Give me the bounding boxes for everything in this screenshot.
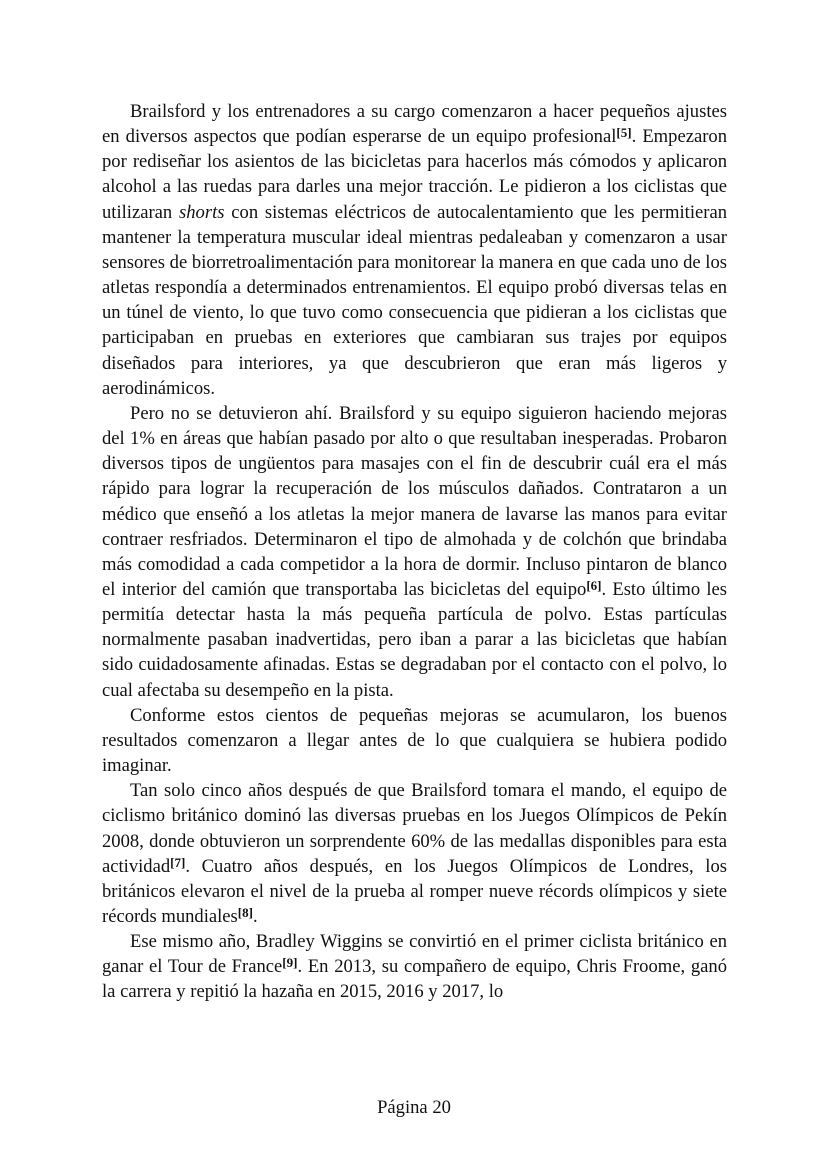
paragraph-text: Brailsford y los entrenadores a su cargo comenzaron a hacer pequeños ajustes en diversos aspectos que podían esperarse de un equipo profesional — [102, 101, 727, 148]
paragraph-2 — [102, 401, 727, 703]
footnote-ref-8[interactable]: [8] — [237, 905, 253, 920]
footnote-ref-5[interactable]: [5] — [616, 125, 632, 141]
paragraph-5 — [102, 929, 727, 1004]
paragraph-text: Conforme estos cientos de pequeñas mejoras se acumularon, los buenos resultados comenzaron a llegar antes de lo que cualquiera se hubiera podido imaginar. — [102, 704, 727, 777]
paragraph-text: . Empezaron por rediseñar los asientos de las bicicletas para hacerlos más cómodos y aplicaron alcohol a las ruedas para darles una mejor tracción. Le pidieron a los ciclistas que utilizaran — [102, 126, 727, 223]
paragraph-text: . En 2013, su compañero de equipo, Chris Froome, ganó la carrera y repitió la hazaña en 2015, 2016 y 2017, lo — [102, 956, 728, 1003]
footnote-ref-7[interactable]: [7] — [170, 854, 186, 870]
body-text — [102, 99, 727, 1005]
paragraph-text: Ese mismo año, Bradley Wiggins se convirtió en el primer ciclista británico en ganar el Tour de France — [102, 931, 727, 978]
paragraph-text: . — [252, 906, 258, 927]
footnote-ref-9[interactable]: [9] — [282, 955, 298, 971]
paragraph-text: . Esto último les permitía detectar hasta la más pequeña partícula de polvo. Estas partículas normalmente pasaban inadvertidas, pero iban a parar a las bicicletas que habían sido cuidadosamente afinadas. Estas se degradaban por el contacto con el polvo, lo cual afectaba su desempeño en la pista. — [102, 578, 727, 701]
paragraph-4 — [102, 778, 727, 929]
footnote-ref-6[interactable]: [6] — [586, 577, 602, 593]
paragraph-text: con sistemas eléctricos de autocalentamiento que les permitieran mantener la temperatura muscular ideal mientras pedaleaban y comenzaron a usar sensores de biorretroalimentación para monitorear la manera en que cada uno de los atletas respondía a determinados entrenamientos. El equipo probó diversas telas en un túnel de viento, lo que tuvo como consecuencia que pidieran a los ciclistas que participaban en pruebas en exteriores que cambiaran sus trajes por equipos diseñados para interiores, ya que descubrieron que eran más ligeros y aerodinámicos. — [102, 201, 727, 399]
emphasis-text: shorts — [179, 201, 225, 223]
paragraph-3 — [102, 703, 727, 778]
paragraph-text: Pero no se detuvieron ahí. Brailsford y su equipo siguieron haciendo mejoras del 1% en áreas que habían pasado por alto o que resultaban inesperadas. Probaron diversos tipos de ungüentos para masajes con el fin de descubrir cuál era el más rápido para lograr la recuperación de los músculos dañados. Contrataron a un médico que enseñó a los atletas la mejor manera de lavarse las manos para evitar contraer resfriados. Determinaron el tipo de almohada y de colchón que brindaba más comodidad a cada competidor a la hora de dormir. Incluso pintaron de blanco el interior del camión que transportaba las bicicletas del equipo — [102, 402, 727, 600]
paragraph-text: . Cuatro años después, en los Juegos Olímpicos de Londres, los británicos elevaron el nivel de la prueba al romper nueve récords olímpicos y siete récords mundiales — [102, 855, 727, 927]
paragraph-1 — [102, 99, 727, 401]
page-number: Página 20 — [377, 1097, 451, 1118]
paragraph-text: Tan solo cinco años después de que Brailsford tomara el mando, el equipo de ciclismo británico dominó las diversas pruebas en los Juegos Olímpicos de Pekín 2008, donde obtuvieron un sorprendente 60% de las medallas disponibles para esta actividad — [102, 780, 727, 877]
